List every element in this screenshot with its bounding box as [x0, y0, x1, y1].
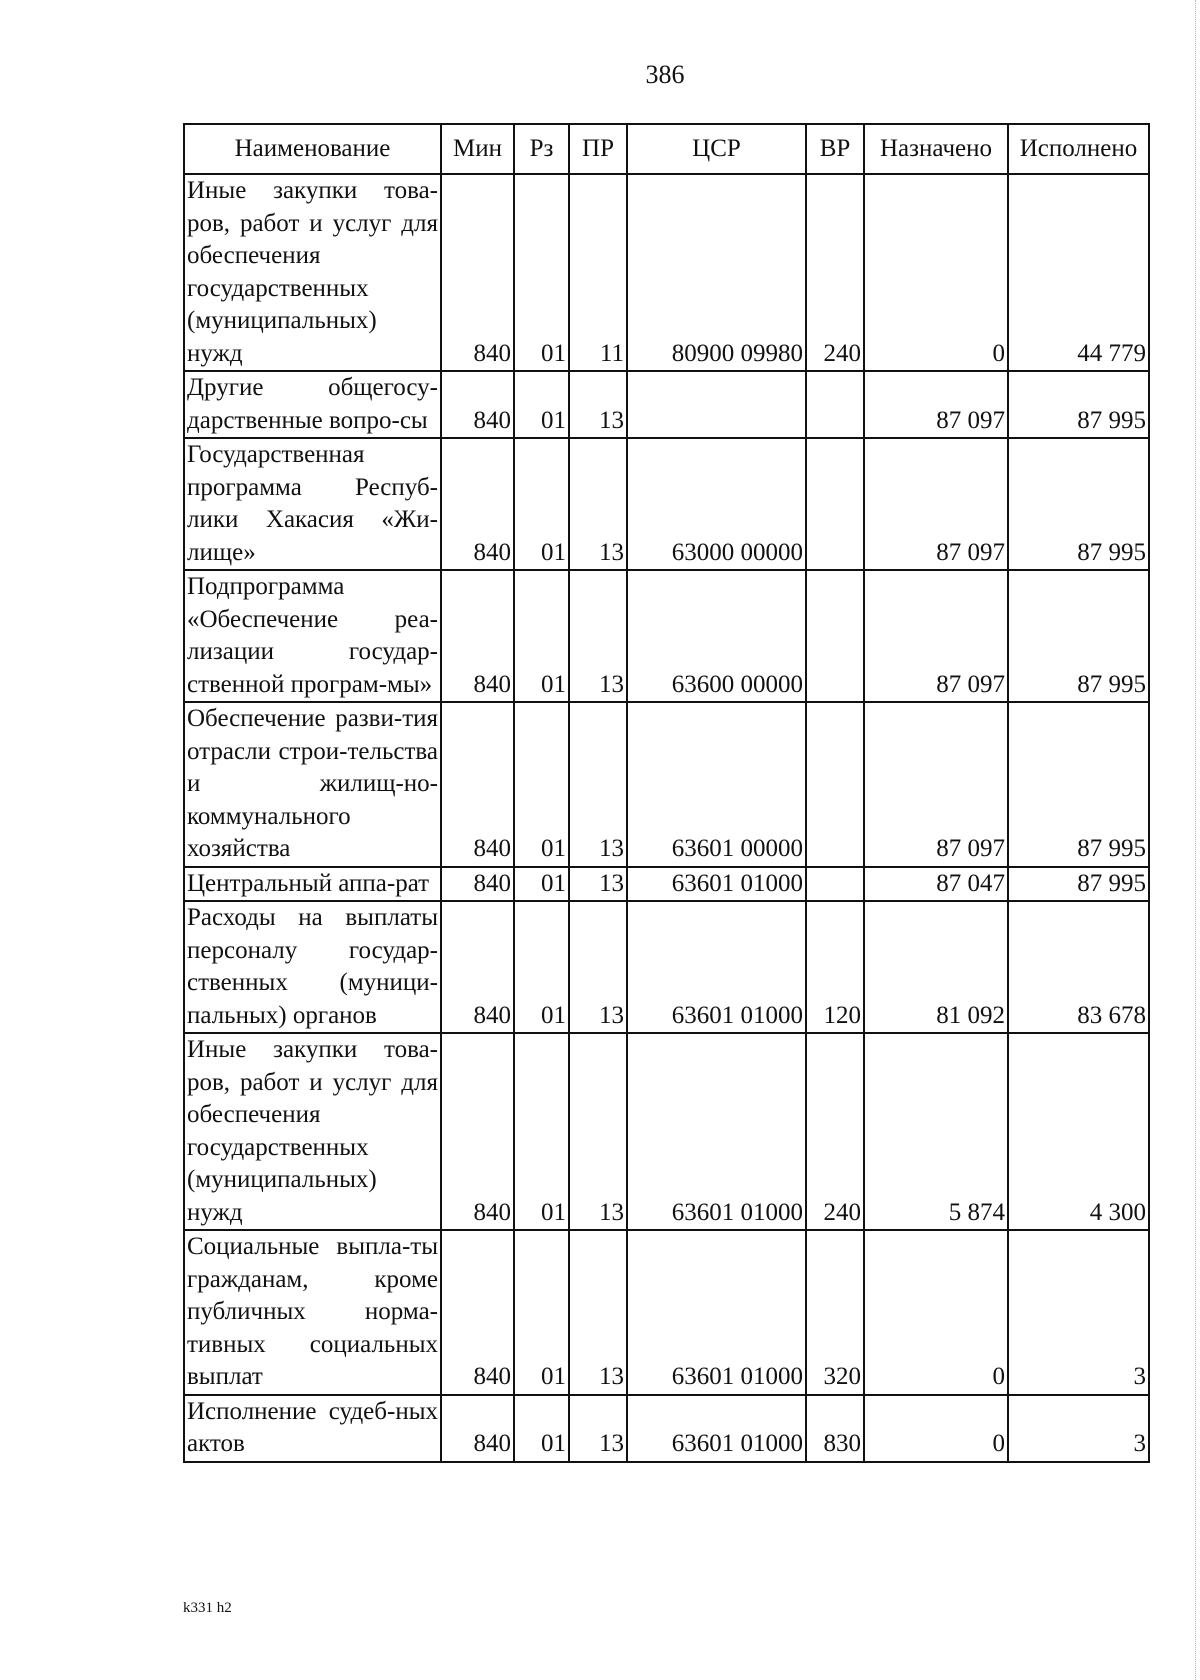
row-min: 840: [441, 174, 514, 371]
row-assigned: 87 097: [864, 438, 1008, 570]
scan-edge-line: [1193, 0, 1196, 1680]
header-min: Мин: [441, 124, 514, 174]
row-executed: 3: [1008, 1230, 1149, 1395]
row-pr: 13: [569, 1033, 627, 1230]
row-name: Другие общегосу-дарственные вопро-сы: [184, 371, 441, 438]
row-name: Исполнение судеб-ных актов: [184, 1395, 441, 1462]
row-pr: 13: [569, 1395, 627, 1462]
row-rz: 01: [514, 438, 569, 570]
row-vr: [806, 438, 864, 570]
row-assigned: 0: [864, 1395, 1008, 1462]
row-min: 840: [441, 867, 514, 902]
row-executed: 87 995: [1008, 570, 1149, 702]
row-csr: 63601 00000: [627, 702, 806, 867]
row-csr: [627, 371, 806, 438]
row-min: 840: [441, 570, 514, 702]
row-vr: 320: [806, 1230, 864, 1395]
row-rz: 01: [514, 1033, 569, 1230]
header-pr: ПР: [569, 124, 627, 174]
row-vr: 240: [806, 174, 864, 371]
row-rz: 01: [514, 174, 569, 371]
row-executed: 87 995: [1008, 438, 1149, 570]
row-rz: 01: [514, 1230, 569, 1395]
row-min: 840: [441, 702, 514, 867]
row-assigned: 87 097: [864, 570, 1008, 702]
table-row: [184, 174, 1149, 371]
row-vr: [806, 867, 864, 902]
header-rz: Рз: [514, 124, 569, 174]
budget-table: [183, 123, 1150, 1463]
row-name: Иные закупки това-ров, работ и услуг для обеспечения государственных (муниципальных) нужд: [184, 174, 441, 371]
row-vr: 240: [806, 1033, 864, 1230]
row-min: 840: [441, 438, 514, 570]
row-min: 840: [441, 1230, 514, 1395]
row-assigned: 87 047: [864, 867, 1008, 902]
table-row: [184, 371, 1149, 438]
row-csr: 63000 00000: [627, 438, 806, 570]
row-pr: 11: [569, 174, 627, 371]
row-rz: 01: [514, 702, 569, 867]
table-header-row: [184, 124, 1149, 174]
row-vr: 830: [806, 1395, 864, 1462]
row-vr: [806, 371, 864, 438]
row-name: Расходы на выплаты персоналу государ-ственных (муници-пальных) органов: [184, 901, 441, 1033]
row-name: Центральный аппа-рат: [184, 867, 441, 902]
footer-code: k331 h2: [183, 1600, 232, 1616]
row-csr: 63601 01000: [627, 1230, 806, 1395]
row-executed: 83 678: [1008, 901, 1149, 1033]
table-row: [184, 901, 1149, 1033]
row-rz: 01: [514, 570, 569, 702]
row-pr: 13: [569, 901, 627, 1033]
table-row: [184, 1230, 1149, 1395]
table-row: [184, 438, 1149, 570]
row-executed: 87 995: [1008, 371, 1149, 438]
row-min: 840: [441, 1033, 514, 1230]
row-rz: 01: [514, 371, 569, 438]
row-rz: 01: [514, 1395, 569, 1462]
table-row: [184, 570, 1149, 702]
row-name: Подпрограмма «Обеспечение реа-лизации государ-ственной програм-мы»: [184, 570, 441, 702]
row-csr: 63601 01000: [627, 1033, 806, 1230]
row-name: Социальные выпла-ты гражданам, кроме публичных норма-тивных социальных выплат: [184, 1230, 441, 1395]
row-assigned: 5 874: [864, 1033, 1008, 1230]
row-rz: 01: [514, 867, 569, 902]
header-name: Наименование: [184, 124, 441, 174]
row-assigned: 0: [864, 1230, 1008, 1395]
table-row: [184, 1395, 1149, 1462]
row-pr: 13: [569, 438, 627, 570]
row-pr: 13: [569, 1230, 627, 1395]
header-executed: Исполнено: [1008, 124, 1149, 174]
table-body: [184, 174, 1149, 1462]
row-csr: 63601 01000: [627, 901, 806, 1033]
row-vr: 120: [806, 901, 864, 1033]
row-csr: 80900 09980: [627, 174, 806, 371]
row-executed: 3: [1008, 1395, 1149, 1462]
row-min: 840: [441, 1395, 514, 1462]
header-csr: ЦСР: [627, 124, 806, 174]
row-name: Государственная программа Респуб-лики Хакасия «Жи-лище»: [184, 438, 441, 570]
row-csr: 63601 01000: [627, 1395, 806, 1462]
header-assigned: Назначено: [864, 124, 1008, 174]
row-rz: 01: [514, 901, 569, 1033]
row-pr: 13: [569, 371, 627, 438]
row-pr: 13: [569, 702, 627, 867]
row-executed: 87 995: [1008, 867, 1149, 902]
row-csr: 63600 00000: [627, 570, 806, 702]
row-assigned: 0: [864, 174, 1008, 371]
table-row: [184, 867, 1149, 902]
header-vr: ВР: [806, 124, 864, 174]
row-min: 840: [441, 901, 514, 1033]
row-pr: 13: [569, 867, 627, 902]
page-number: 386: [645, 60, 685, 89]
row-min: 840: [441, 371, 514, 438]
row-name: Обеспечение разви-тия отрасли строи-тельства и жилищ-но-коммунального хозяйства: [184, 702, 441, 867]
table-row: [184, 1033, 1149, 1230]
row-pr: 13: [569, 570, 627, 702]
row-executed: 44 779: [1008, 174, 1149, 371]
row-assigned: 87 097: [864, 702, 1008, 867]
row-name: Иные закупки това-ров, работ и услуг для обеспечения государственных (муниципальных) нужд: [184, 1033, 441, 1230]
row-csr: 63601 01000: [627, 867, 806, 902]
row-assigned: 81 092: [864, 901, 1008, 1033]
row-assigned: 87 097: [864, 371, 1008, 438]
row-executed: 87 995: [1008, 702, 1149, 867]
table-row: [184, 702, 1149, 867]
row-vr: [806, 570, 864, 702]
row-vr: [806, 702, 864, 867]
row-executed: 4 300: [1008, 1033, 1149, 1230]
